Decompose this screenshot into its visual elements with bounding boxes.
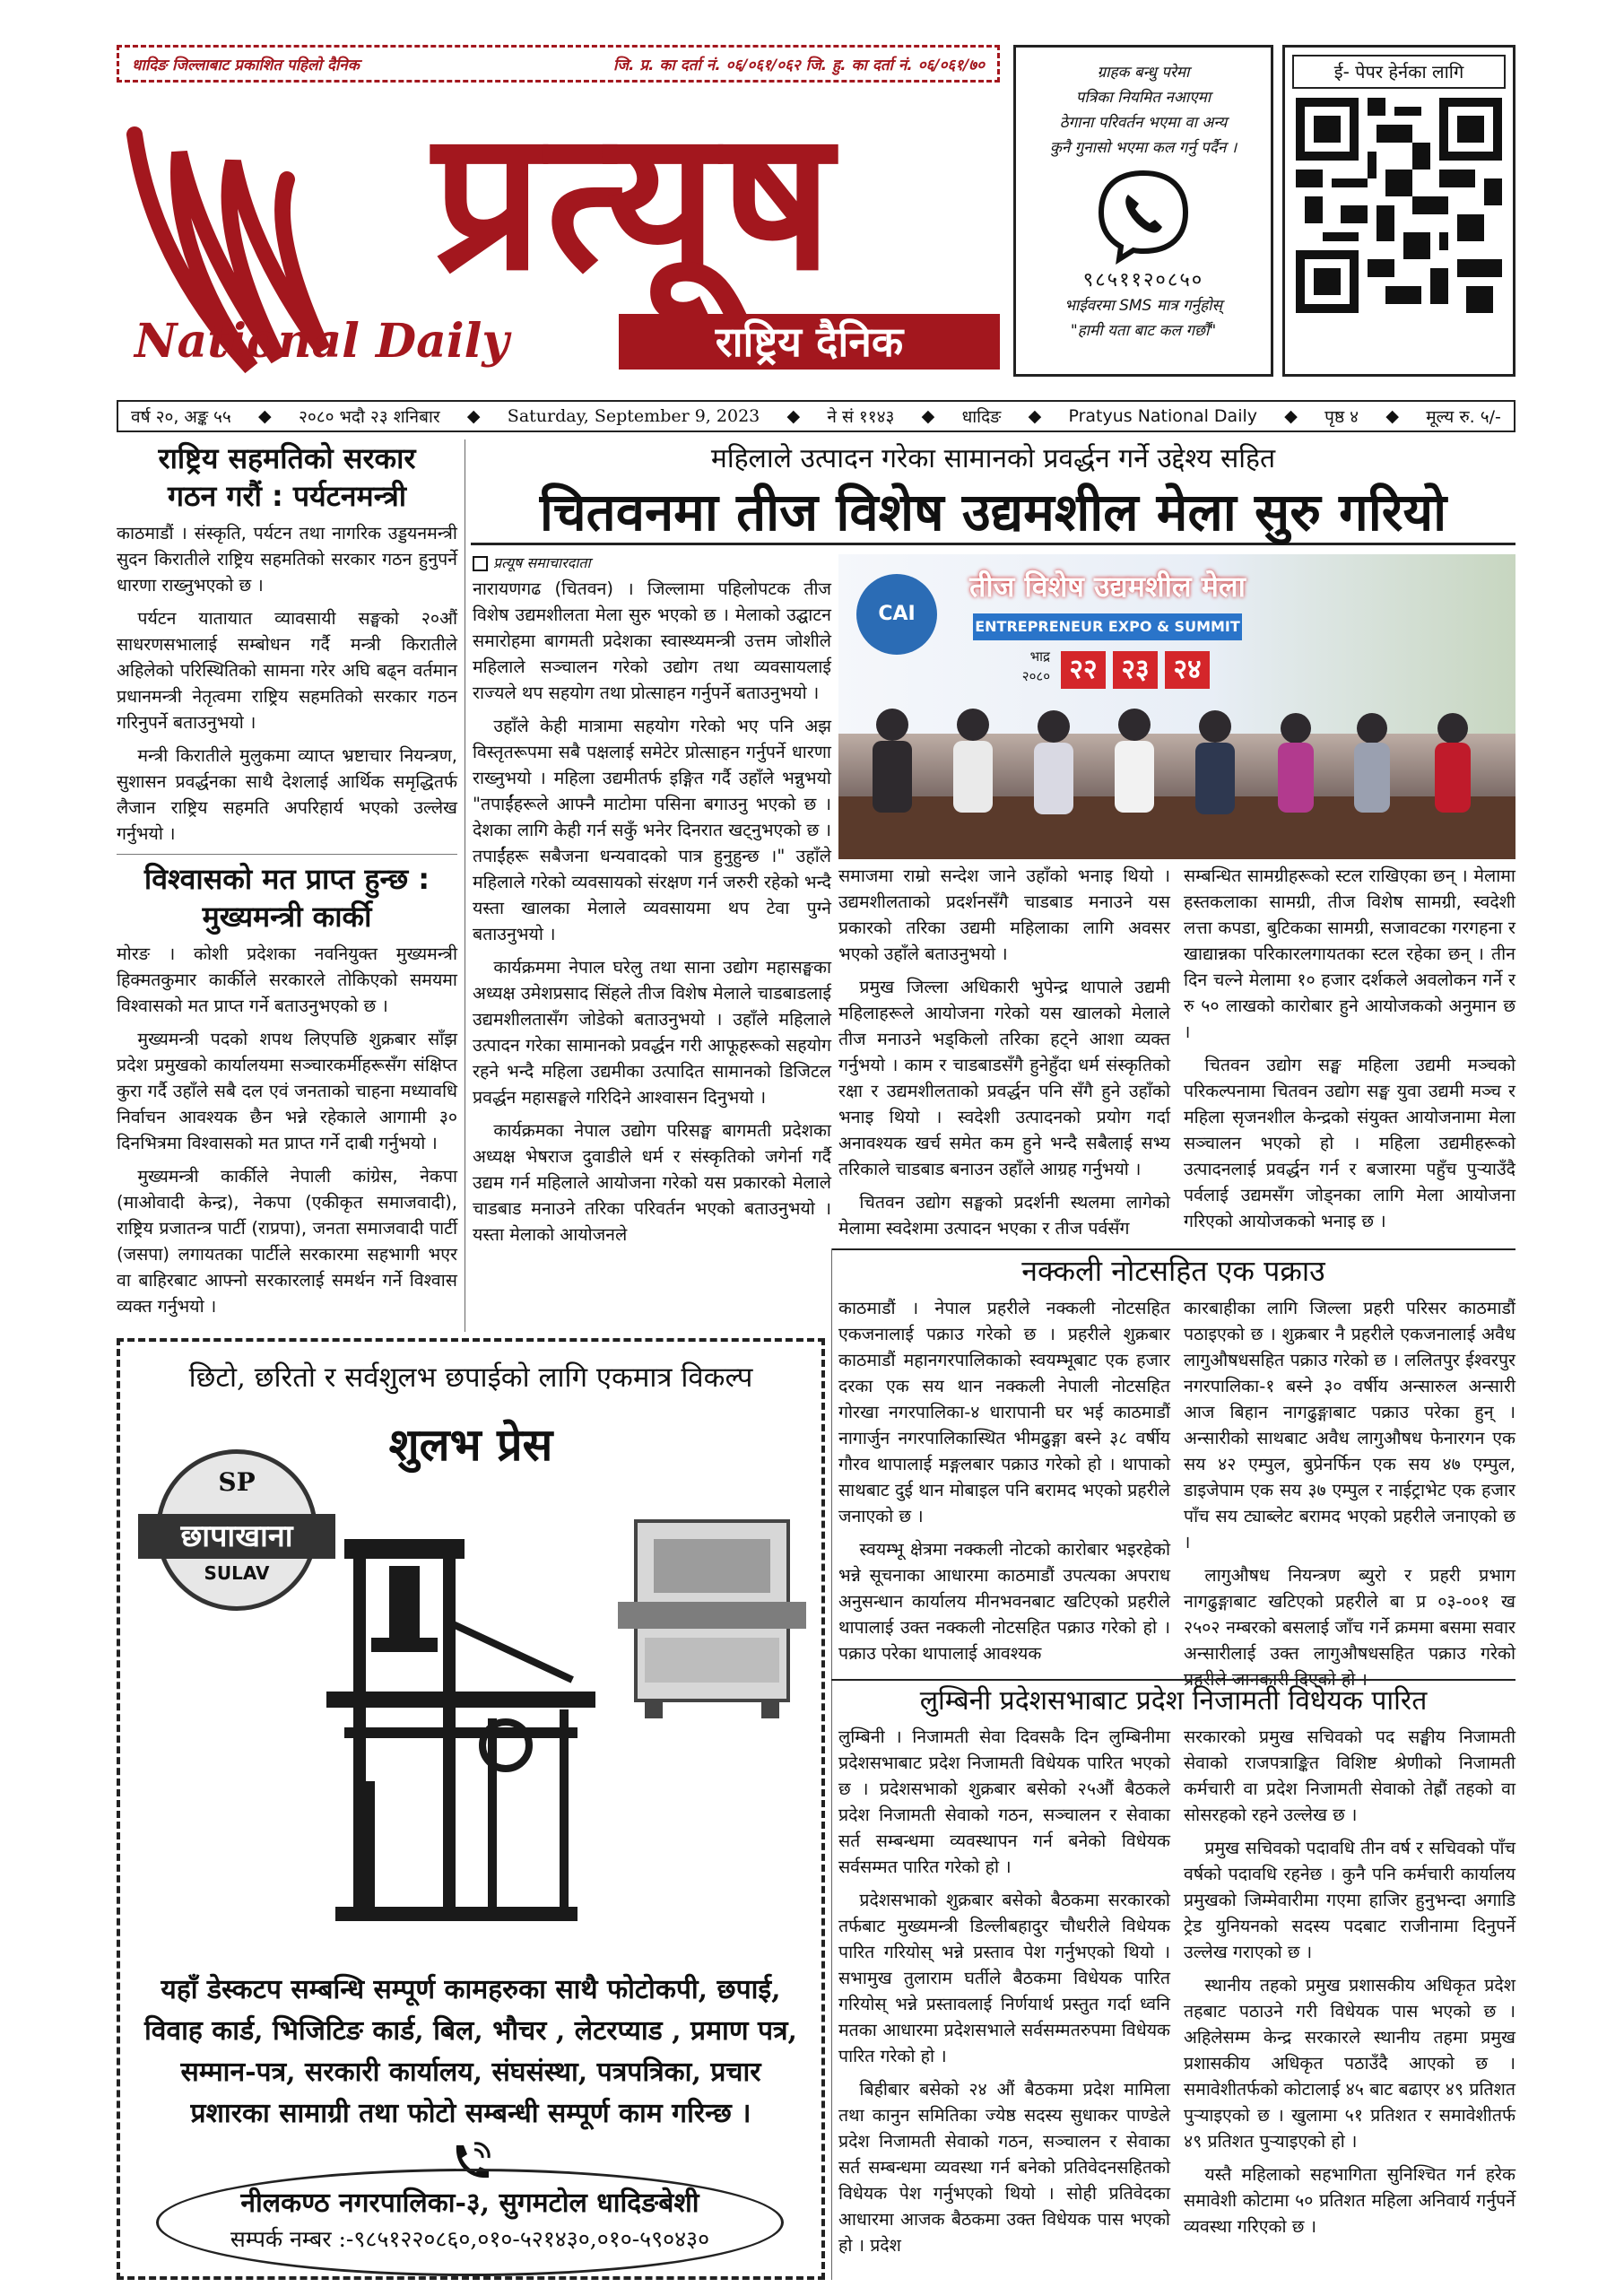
main-paragraph: चितवन उद्योग सङ्घको प्रदर्शनी स्थलमा लागेको मेलामा स्वदेशमा उत्पादन भएका र तीज पर्वसँग <box>838 1192 1170 1239</box>
banner-day: २३ <box>1113 651 1158 689</box>
article1-paragraph: काठमाडौं । संस्कृति, पर्यटन तथा नागरिक उड्डयनमन्त्री सुदन किरातीले राष्ट्रिय सहमतिको सरकार गठन हुनुपर्ने धारणा राख्नुभएको छ । <box>117 523 457 596</box>
notice-sms: भाईवरमा SMS मात्र गर्नुहोस् <box>1064 297 1223 315</box>
dateline-place: धादिङ <box>961 407 1002 427</box>
notice-line: ग्राहक बन्धु परेमा <box>1097 64 1190 82</box>
fake-notes-col1 <box>838 1295 1170 1672</box>
notice-phone: ९८५११२०८५० <box>1082 269 1204 291</box>
lumbini-headline: लुम्बिनी प्रदेशसभाबाट प्रदेश निजामती विधेयक पारित <box>831 1679 1515 1720</box>
english-subtitle: National Daily <box>135 314 509 369</box>
ad-services <box>129 1970 812 2140</box>
main-paragraph: चितवन उद्योग सङ्घ महिला उद्यमी मञ्चको परिकल्पनामा चितवन उद्योग सङ्घ युवा उद्यमी मञ्च र महिला सृजनशील केन्द्रको संयुक्त आयोजनामा मेला सञ्चालन भएको हो । महिला उद्यमीहरूको उत्पादनलाई प्रवर्द्धन गर्न र बजारमा पहुँच पुऱ्याउँदै पर्वलाई उद्यमसँग जोड्नका लागि मेला आयोजना गरिएको आयोजकको भनाइ छ । <box>1184 1055 1515 1231</box>
dateline-paper: Pratyus National Daily <box>1068 406 1257 426</box>
banner-title: तीज विशेष उद्यमशील मेला <box>969 570 1246 604</box>
banner-year: २०८० <box>1021 668 1050 684</box>
press-advertisement <box>117 1338 825 2280</box>
paper-title: प्रत्यूष <box>432 86 837 313</box>
fake-notes-col2 <box>1184 1295 1515 1690</box>
lumbini-paragraph: प्रदेशसभाको शुक्रबार बसेको बैठकमा सरकारको तर्फबाट मुख्यमन्त्री डिल्लीबहादुर चौधरीले विधेयक पारित गरियोस् भन्ने प्रस्ताव पेश गर्नुभएको थियो । सभामुख तुलाराम घर्तीले बैठकमा विधेयक पारित गरियोस् भन्ने प्रस्तावलाई निर्णयार्थ प्रस्तुत गर्दा ध्वनि मतका आधारमा प्रदेशसभाले सर्वसम्मतरुपमा विधेयक पारित गरेको हो । <box>838 1890 1170 2066</box>
main-paragraph: कार्यक्रममा नेपाल घरेलु तथा साना उद्योग महासङ्घका अध्यक्ष उमेशप्रसाद सिंहले तीज विशेष मेलाले चाडबाडलाई उद्यमशीलतासँग जोडेको बताउनुभयो । उहाँले महिलाले उत्पादन गरेका सामानको प्रवर्द्धन गरी आफूहरूको सहयोग रहने भन्दै महिला उद्यमीका उत्पादित सामानको डिजिटल प्रवर्द्धन महासङ्घले गरिदिने आश्वासन दिनुभयो । <box>473 957 831 1108</box>
main-story-col3 <box>1184 863 1515 1239</box>
nepali-subtitle-box <box>619 314 1000 370</box>
article2-paragraph: मुख्यमन्त्री कार्कीले नेपाली कांग्रेस, नेकपा (माओवादी केन्द्र), नेकपा (एकीकृत समाजवादी), राष्ट्रिय प्रजातन्त्र पार्टी (राप्रपा), जनता समाजवादी पार्टी (जसपा) लगायतका पार्टीले सरकारमा सहभागी भएर वा बाहिरबाट आफ्नो सरकारलाई समर्थन गर्ने विश्वास व्यक्त गर्नुभयो । <box>117 1166 457 1317</box>
dateline-nepal-samvat: ने सं ११४३ <box>827 407 895 427</box>
byline-box-icon <box>473 556 488 571</box>
main-paragraph: उहाँले केही मात्रामा सहयोग गरेको भए पनि अझ विस्तृतरूपमा सबै पक्षलाई समेटेर प्रोत्साहन गर्नुपर्ने धारणा राख्नुभयो । महिला उद्यमीतर्फ इङ्गित गर्दै उहाँले भन्नुभयो "तपाईंहरूले आफ्नै माटोमा पसिना बगाउनु भएको छ । देशका लागि केही गर्न सकुँ भनेर दिनरात खट्नुभएको छ । तपाईंहरू सबैजना धन्यवादको पात्र हुनुहुन्छ ।" उहाँले महिलाले गरेको व्यवसायको संरक्षण गर्न जरुरी रहेको भन्दै यस्ता खालका मेलाले व्यवसायमा थप टेवा पुग्ने बताउनुभयो । <box>473 716 831 944</box>
ad-services-line: विवाह कार्ड, भिजिटिङ कार्ड, बिल, भौचर , लेटरप्याड , प्रमाण पत्र, <box>143 2015 798 2047</box>
dateline-volume: वर्ष २०, अङ्क ५५ <box>131 407 231 427</box>
nepali-subtitle: राष्ट्रिय दैनिक <box>715 317 904 366</box>
banner-day: २४ <box>1165 651 1210 689</box>
lumbini-paragraph: स्थानीय तहको प्रमुख प्रशासकीय अधिकृत प्रदेश तहबाट पठाउने गरी विधेयक पास भएको छ । अहिलेसम्म केन्द्र सरकारले स्थानीय तहमा प्रमुख प्रशासकीय अधिकृत पठाउँदै आएको छ । समावेशीतर्फको कोटालाई ४५ बाट बढाएर ४९ प्रतिशत पुर्‍याइएको छ । खुलामा ५१ प्रतिशत र समावेशीतर्फ ४९ प्रतिशत पुर्‍याइएको हो । <box>1184 1975 1515 2152</box>
lumbini-paragraph: प्रमुख सचिवको पदावधि तीन वर्ष र सचिवको पाँच वर्षको पदावधि रहनेछ । कुनै पनि कर्मचारी कार्यालय प्रमुखको जिम्मेवारीमा गएमा हाजिर हुनुभन्दा अगाडि ट्रेड युनियनको सदस्य पदबाट राजीनामा दिनुपर्ने उल्लेख गराएको छ । <box>1184 1838 1515 1962</box>
audience-silhouette-icon <box>838 689 1515 859</box>
banner-logo-icon <box>856 574 937 655</box>
fake-notes-headline: नक्कली नोटसहित एक पक्राउ <box>831 1248 1515 1290</box>
main-paragraph: नारायणगढ (चितवन) । जिल्लामा पहिलोपटक तीज विशेष उद्यमशीलता मेला सुरु भएको छ । मेलाको उद्घाटन समारोहमा बागमती प्रदेशका स्वास्थ्यमन्त्री उत्तम जोशीले महिलाले सञ्चालन गरेको उद्योग तथा व्यवसायलाई राज्यले थप सहयोग तथा प्रोत्साहन गर्नुपर्ने बताउनुभयो । <box>473 578 831 703</box>
qr-code-icon[interactable] <box>1296 98 1502 313</box>
ad-tagline: छिटो, छरितो र सर्वशुलभ छपाईको लागि एकमात्र विकल्प <box>188 1361 753 1394</box>
lumbini-col2 <box>1184 1724 1515 2278</box>
byline-text: प्रत्यूष समाचारदाता <box>493 554 591 571</box>
tagline-left: धादिङ जिल्लाबाट प्रकाशित पहिलो दैनिक <box>132 56 360 74</box>
main-paragraph: कार्यक्रमका नेपाल उद्योग परिसङ्घ बागमती प्रदेशका अध्यक्ष भेषराज दुवाडीले धर्म र संस्कृतिको जगेर्ना गर्दै उद्यम गर्न महिलाले आयोजना गरेको यस प्रकारको मेलाले चाडबाड मनाउने तरिका परिवर्तन भएको बताउनुभयो । यस्ता मेलाको आयोजनले <box>473 1120 831 1245</box>
article2-headline: विश्वासको मत प्राप्त हुन्छ : मुख्यमन्त्री कार्की <box>143 862 430 934</box>
article1-paragraph: मन्त्री किरातीले मुलुकमा व्याप्त भ्रष्टाचार नियन्त्रण, सुशासन प्रवर्द्धनका साथै देशलाई आर्थिक समृद्धितर्फ लैजान राष्ट्रिय सहमति अपरिहार्य भएको उल्लेख गर्नुभयो । <box>117 745 457 844</box>
lumbini-paragraph: लुम्बिनी । निजामती सेवा दिवसकै दिन लुम्बिनीमा प्रदेशसभाबाट प्रदेश निजामती विधेयक पारित भएको छ । प्रदेशसभाको शुक्रबार बसेको २५औं बैठकले प्रदेश निजामती सेवाको गठन, सञ्चालन र सेवाका सर्त सम्बन्धमा व्यवस्थापन गर्न बनेको विधेयक सर्वसम्मत पारित गरेको हो । <box>838 1726 1170 1877</box>
article1-headline: राष्ट्रिय सहमतिको सरकार गठन गरौं : पर्यटनमन्त्री <box>158 441 416 513</box>
column-divider <box>831 1248 832 2280</box>
banner-day: २२ <box>1061 651 1106 689</box>
lumbini-paragraph: बिहीबार बसेको २४ औं बैठकमा प्रदेश मामिला तथा कानुन समितिका ज्येष्ठ सदस्य सुधाकर पाण्डेले प्रदेश निजामती सेवाको गठन, सञ्चालन र सेवाका सर्त सम्बन्धमा व्यवस्था गर्न बनेको प्रतिवेदनसहितको विधेयक पेश गर्नुभएको थियो । सोही प्रतिवेदका आधारमा आजक बैठकमा उक्त विधेयक पास भएको हो । प्रदेश <box>838 2079 1170 2256</box>
fake-notes-paragraph: लागुऔषध नियन्त्रण ब्युरो र प्रहरी प्रभाग नागढुङ्गाबाट खटिएको प्रहरीले बा प्र ०३-००१ ख २५०२ नम्बरको बसलाई जाँच गर्ने क्रममा बसमा सवार अन्सारीलाई उक्त लागुऔषधसहित पक्राउ गरेको प्रहरीले जानकारी दिएको हो । <box>1184 1565 1515 1690</box>
lumbini-paragraph: यस्तै महिलाको सहभागिता सुनिश्चित गर्न हरेक समावेशी कोटामा ५० प्रतिशत महिला अनिवार्य गर्नुपर्ने व्यवस्था गरिएको छ । <box>1184 2164 1515 2237</box>
dateline-nepali-date: २०८० भदौ २३ शनिबार <box>298 407 440 427</box>
main-byline <box>473 552 831 576</box>
main-story-col1 <box>473 576 831 1329</box>
notice-line: पत्रिका नियमित नआएमा <box>1075 89 1211 107</box>
epaper-box <box>1282 45 1515 377</box>
notice-quote: "हामी यता बाट कल गर्छौं" <box>1070 322 1217 340</box>
ad-services-line: प्रशारका सामाग्री तथा फोटो सम्बन्धी सम्पूर्ण काम गरिन्छ । <box>190 2098 751 2129</box>
offset-printer-icon <box>618 1503 806 1718</box>
banner-subtitle: ENTREPRENEUR EXPO & SUMMIT <box>973 613 1242 640</box>
ad-logo-nepali: छापाखाना <box>138 1514 335 1559</box>
article2-paragraph: मोरङ । कोशी प्रदेशका नवनियुक्त मुख्यमन्त्री हिक्मतकुमार कार्कीले सरकारले तोकिएको समयमा विश्वासको मत प्राप्त गर्ने बताउनुभएको छ । <box>117 944 457 1016</box>
dateline-english-date: Saturday, September 9, 2023 <box>507 406 760 426</box>
fake-notes-paragraph: कारबाहीका लागि जिल्ला प्रहरी परिसर काठमाडौं पठाइएको छ । शुक्रबार नै प्रहरीले एकजनालाई अवैध लागुऔषधसहित पक्राउ गरेको छ । ललितपुर ईश्वरपुर नगरपालिका-१ बस्ने ३० वर्षीय अन्सारुल अन्सारी आज बिहान नागढुङ्गाबाट पक्राउ परेका हुन् । अन्सारीको साथबाट अवैध लागुऔषध फेनारगन एक सय ४२ एम्पुल, बुप्रेनर्फिन एक सय ४७ एम्पुल, डाइजेपाम एक सय ३७ एम्पुल र नाईट्राभेट एक हजार पाँच सय ट्याब्लेट बरामद भएको प्रहरीले जनाएको छ । <box>1184 1298 1515 1552</box>
main-paragraph: सम्बन्धित सामग्रीहरूको स्टल राखिएका छन् । मेलामा हस्तकलाका सामग्री, तीज विशेष सामग्री, स्वदेशी लत्ता कपडा, बुटिकका सामग्री, सजावटका गरगहना र खाद्यान्नका परिकारलगायतका स्टल रहेका छन् । तीन दिन चल्ने मेलामा १० हजार दर्शकले अवलोकन गर्ने र रु ५० लाखको कारोबार हुने आयोजकको अनुमान छ । <box>1184 865 1515 1042</box>
ad-services-line: यहाँ डेस्कटप सम्बन्धि सम्पूर्ण कामहरुका साथै फोटोकपी, छपाई, <box>161 1974 781 2005</box>
main-paragraph: समाजमा राम्रो सन्देश जाने उहाँको भनाइ थियो । उद्यमशीलताको प्रदर्शनसँगै चाडबाड मनाउने यस प्रकारको तरिका उद्यमी महिलाका लागि अवसर भएको उहाँले बताउनुभयो । <box>838 865 1170 964</box>
main-kicker: महिलाले उत्पादन गरेका सामानको प्रवर्द्धन गर्ने उद्देश्य सहित <box>710 443 1276 474</box>
article1-paragraph: पर्यटन यातायात व्यावसायी सङ्घको २०औं साधरणसभालाई सम्बोधन गर्दै मन्त्री किरातीले अहिलेको परिस्थितिको सामना गरेर अघि बढ्न वर्तमान प्रधानमन्त्री नेतृत्वमा राष्ट्रिय सहमतिको सरकार गठन गरिनुपर्ने बताउनुभयो । <box>117 608 457 733</box>
dateline-price: मूल्य रु. ५/- <box>1426 407 1501 427</box>
article2-paragraph: मुख्यमन्त्री पदको शपथ लिएपछि शुक्रबार साँझ प्रदेश प्रमुखको कार्यालयमा सञ्चारकर्मीहरूसँग संक्षिप्त कुरा गर्दै उहाँले सबै दल एवं जनताको चाहना मध्यावधि निर्वाचन आवश्यक छैन भन्ने रहेकाले आगामी ३० दिनभित्रमा विश्वासको मत प्राप्त गर्ने दाबी गर्नुभयो । <box>117 1029 457 1153</box>
masthead-tagline-strip <box>117 45 1000 83</box>
left-news-column <box>117 439 457 1332</box>
viber-phone-icon <box>1094 166 1193 265</box>
ad-services-line: सम्मान-पत्र, सरकारी कार्यालय, संघसंस्था, पत्रपत्रिका, प्रचार <box>180 2057 761 2088</box>
ad-address: नीलकण्ठ नगरपालिका-३, सुगमटोल धादिङबेशी <box>240 2187 699 2219</box>
main-paragraph: प्रमुख जिल्ला अधिकारी भुपेन्द्र थापाले उद्यमी महिलाहरूले आयोजना गरेको यस खालको मेलाले तीज मनाउने भड्किलो तरिका हट्ने आशा व्यक्त गर्नुभयो । काम र चाडबाडसँगै हुनेहुँदा धर्म संस्कृतिको रक्षा र उद्यमशीलताको प्रवर्द्धन पनि सँगै हुने उहाँको भनाइ थियो । स्वदेशी उत्पादनको प्रयोग गर्दा अनावश्यक खर्च समेत कम हुने भन्दै सबैलाई सभ्य तरिकाले चाडबाड बनाउन उहाँले आग्रह गर्नुभयो । <box>838 977 1170 1179</box>
banner-month: भाद्र <box>1029 648 1050 665</box>
main-headline: चितवनमा तीज विशेष उद्यमशील मेला सुरु गरियो <box>471 479 1515 545</box>
fake-notes-paragraph: काठमाडौं । नेपाल प्रहरीले नक्कली नोटसहित एकजनालाई पक्राउ गरेको छ । प्रहरीले शुक्रबार काठमाडौं महानगरपालिकाको स्वयम्भूबाट एक हजार दरका एक सय थान नक्कली नेपाली नोटसहित गोरखा नगरपालिका-४ धारापानी घर भई काठमाडौं नागार्जुन नगरपालिकास्थित भीमढुङ्गा बस्ने ३८ वर्षीय गौरव थापालाई मङ्गलबार पक्राउ गरेको हो । थापाको साथबाट दुई थान मोबाइल पनि बरामद भएको प्रहरीले जनाएको छ । <box>838 1298 1170 1526</box>
ad-logo <box>138 1449 335 1620</box>
ad-logo-initials: SP <box>218 1467 256 1497</box>
masthead <box>117 45 1000 377</box>
tagline-right: जि. प्र. का दर्ता नं. ०६/०६१/०६२ जि. हु. का दर्ता नं. ०६/०६१/७० <box>612 56 985 74</box>
lumbini-paragraph: सरकारको प्रमुख सचिवको पद सङ्घीय निजामती सेवाको राजपत्राङ्कित विशिष्ट श्रेणीको निजामती कर्मचारी वा प्रदेश निजामती सेवाको तेह्रौं तहको वा सोसरहको रहने उल्लेख छ । <box>1184 1726 1515 1825</box>
dateline-pages: पृष्ठ ४ <box>1324 407 1359 427</box>
notice-line: ठेगाना परिवर्तन भएमा वा अन्य <box>1059 114 1228 132</box>
lumbini-col1 <box>838 1724 1170 2278</box>
banner-logo: CAI <box>878 603 916 625</box>
main-story-photo <box>838 554 1515 859</box>
dateline-bar: वर्ष २०, अङ्क ५५ ◆ २०८० भदौ २३ शनिबार ◆ Saturday, September 9, 2023 ◆ ने सं ११४३ ◆ धादिङ ◆ Pratyus National Daily ◆ पृष्ठ ४ ◆ मूल्य रु. ५/- <box>117 400 1515 432</box>
ad-contact: सम्पर्क नम्बर :-९८५१२२०८६०,०१०-५२१४३०,०१०-५९०४३० <box>230 2226 710 2252</box>
ad-logo-english: SULAV <box>204 1562 270 1584</box>
reader-notice-box <box>1013 45 1273 377</box>
hand-press-machine-icon <box>308 1512 613 1943</box>
epaper-label: ई- पेपर हेर्नका लागि <box>1292 55 1506 89</box>
notice-line: कुनै गुनासो भएमा कल गर्नु पर्दैन । <box>1049 139 1238 157</box>
main-story-col2 <box>838 863 1170 1239</box>
fake-notes-paragraph: स्वयम्भू क्षेत्रमा नक्कली नोटको कारोबार भइरहेको भन्ने सूचनाका आधारमा काठमाडौं उपत्यका अपराध अनुसन्धान कार्यालय मीनभवनबाट खटिएको प्रहरीले थापालाई उक्त नक्कली नोटसहित पक्राउ गरेको हो । पक्राउ परेका थापालाई आवश्यक <box>838 1539 1170 1664</box>
ad-name: शुलभ प्रेस <box>388 1418 553 1471</box>
ad-contact-oval <box>156 2169 784 2276</box>
